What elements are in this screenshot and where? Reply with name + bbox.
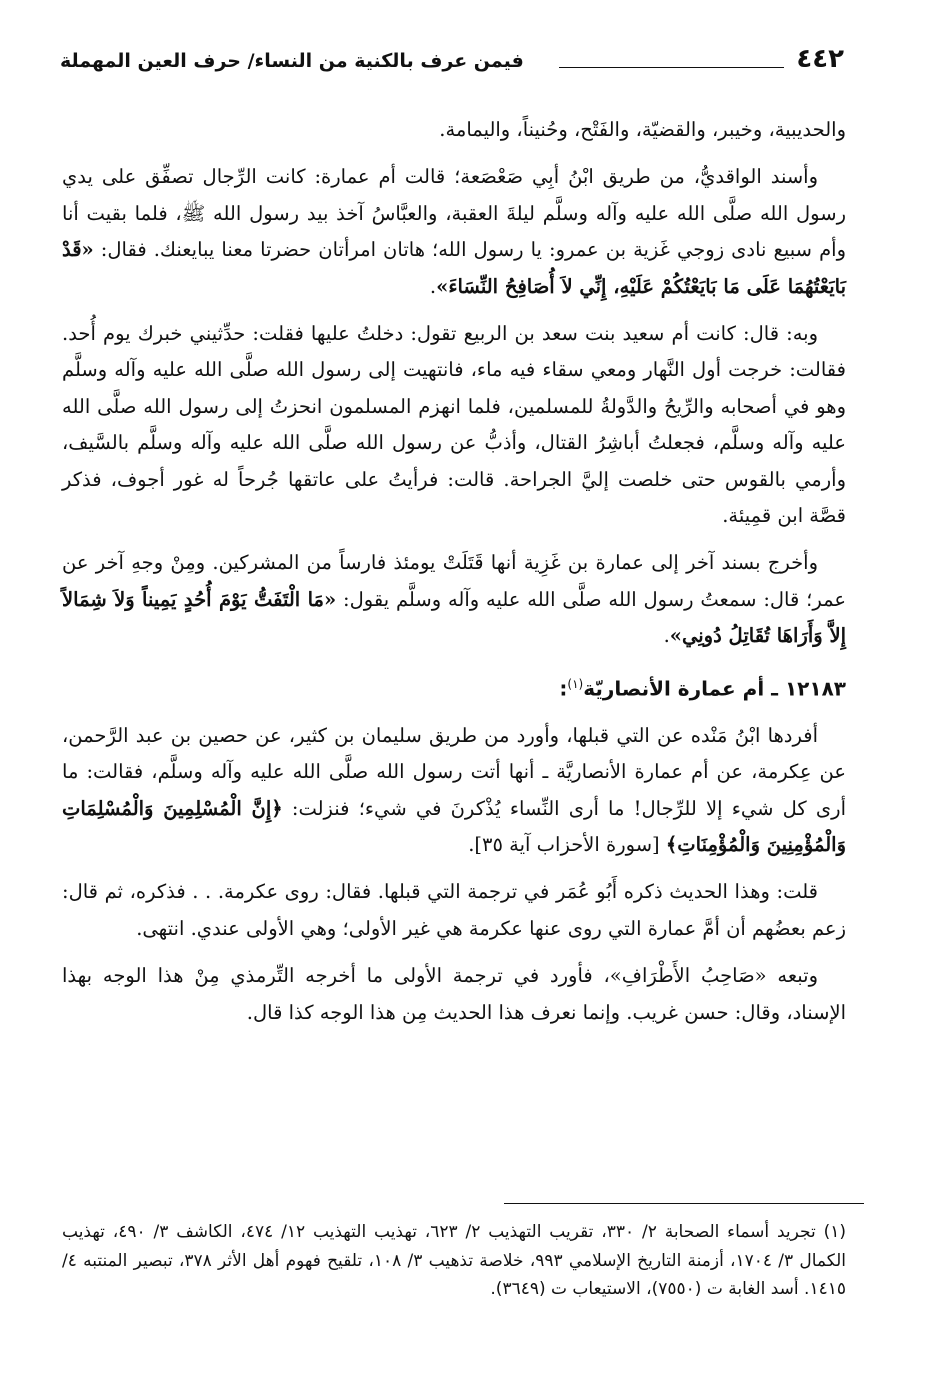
hadith-quote: «قَدْ بَايَعْتُهُمَا عَلَى مَا بَايَعْتُكُمْ عَلَيْهِ، إِنِّي لاَ أُصَافِحُ النِّسَاءَ» [62,238,846,298]
paragraph: وبه: قال: كانت أم سعيد بنت سعد بن الربيع تقول: دخلتُ عليها فقلت: حدِّثيني خبرك يوم أُحد. فقالت: خرجت أول النَّهار ومعي سقاء فيه ماء، فانتهيت إلى رسول الله صلَّى الله عليه وآله وسلَّم وهو في أصحابه والرِّيحُ والدَّولةُ للمسلمين، فلما انهزم المسلمون انحزتُ إلى رسول الله صلَّى الله عليه وآله وسلَّم، فجعلتُ أباشِرُ القتال، وأذبُّ عن رسول الله صلَّى الله عليه وآله وسلَّم بالسَّيف، وأرمي بالقوس حتى خلصت إليَّ الجراحة. قالت: فرأيتُ على عاتقها جُرحاً له غور أجوف، فذكر قصَّة ابن قمِيئة. [62,322,846,528]
entry-title: ١٢١٨٣ ـ أم عمارة الأنصاريّة [583,676,846,701]
paragraph [62,718,846,864]
paragraph-end: . [429,274,437,298]
paragraph-end: [سورة الأحزاب آية ٣٥]. [468,832,666,856]
paragraph [62,159,846,305]
paragraph-end: . [663,624,670,648]
footnote [62,1218,846,1304]
running-title: فيمن عرف بالكنية من النساء/ حرف العين المهملة [60,50,524,72]
footnote-text: (١) تجريد أسماء الصحابة ٢/ ٣٣٠، تقريب التهذيب ٢/ ٦٢٣، تهذيب التهذيب ١٢/ ٤٧٤، الكاشف ٣/ ٤٩٠، تهذيب الكمال ٣/ ١٧٠٤، أزمنة التاريخ الإسلامي ٩٩٣، خلاصة تذهيب ٣/ ١٠٨، تلقيح فهوم أهل الأثر ٣٧٨، تبصير المنتبه ٤/ ١٤١٥. أسد الغابة ت (٧٥٥٠)، الاستيعاب ت (٣٦٤٩). [62,1222,847,1299]
main-text [62,112,846,1042]
paragraph: وتبعه «صَاحِبُ الأَطْرَافِ»، فأورد في ترجمة الأولى ما أخرجه التِّرمذي مِنْ هذا الوجه بهذا الإسناد، وقال: حسن غريب. وإنما نعرف هذا الحديث مِن هذا الوجه كذا قال. [62,964,846,1024]
paragraph: قلت: وهذا الحديث ذكره أَبُو عُمَر في ترجمة التي قبلها. فقال: روى عكرمة. . . فذكره، ثم قال: زعم بعضُهم أن أمَّ عمارة التي روى عنها عكرمة هي غير الأولى؛ وهي الأولى عندي. انتهى. [62,880,846,940]
header-rule [559,67,784,68]
running-header [60,44,844,84]
paragraph [62,545,846,654]
paragraph-text: أفردها ابْنُ مَنْده عن التي قبلها، وأورد من طريق سليمان بن كثير، عن حصين بن عبد الرَّحمن، عن عِكرمة، عن أم عمارة الأنصاريَّة ـ أنها أتت رسول الله صلَّى الله عليه وآله وسلَّم، فقالت: ما أرى كل شيء إلا للرِّجال! ما أرى النِّساء يُذْكرنَ في شيء؛ فنزلت: [62,723,846,820]
entry-colon: : [559,676,568,701]
footnote-reference: (١) [567,676,584,691]
page-number: ٤٤٢ [796,44,844,74]
hadith-quote: «مَا الْتَفَتُّ يَوْمَ أُحُدٍ يَمِيناً وَلاَ شِمَالاً إِلاَّ وَأَرَاهَا تُقَاتِلُ دُونِي» [62,587,846,648]
paragraph-text: وأسند الواقديُّ، من طريق ابْنُ أبِي صَعْصَعة؛ قالت أم عمارة: كانت الرِّجال تصفِّق على يدي رسول الله صلَّى الله عليه وآله وسلَّم ليلةَ العقبة، والعبَّاسُ آخذ بيد رسول الله ﷺ، فلما بقيت أنا وأم سبيع نادى زوجي غَزية بن عمرو: يا رسول الله؛ هاتان امرأتان حضرتا معنا يبايعنك. فقال: [62,165,846,262]
footnote-rule [504,1203,864,1204]
quran-quote: ﴿إِنَّ الْمُسْلِمِينَ وَالْمُسْلِمَاتِ وَالْمُؤْمِنِينَ وَالْمُؤْمِنَاتِ﴾ [62,796,846,856]
entry-heading [62,666,846,707]
paragraph: والحديبية، وخيبر، والقضيّة، والفَتْح، وحُنيناً، واليمامة. [439,118,846,141]
paragraph-text: وأخرج بسند آخر إلى عمارة بن غَزِية أنها قَتَلَتْ يومئذ فارساً من المشركين. ومِنْ وجهِ آخر عن عمر؛ قال: سمعتُ رسول الله صلَّى الله عليه وآله وسلَّم يقول: [62,551,846,611]
